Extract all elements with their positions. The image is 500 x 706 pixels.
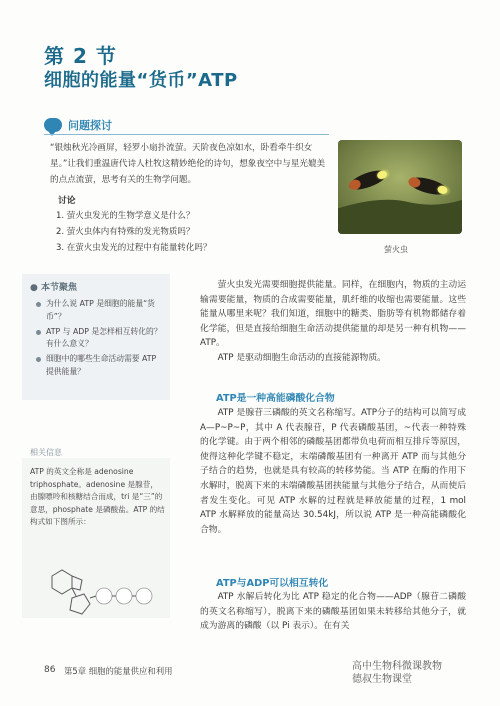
- question-item: 3. 在萤火虫发光的过程中有能量转化吗？: [56, 243, 212, 253]
- watermark: [352, 660, 442, 686]
- focus-item: 为什么说 ATP 是细胞的能量“货币”？: [36, 298, 164, 324]
- paragraph: ATP 是腺苷三磷酸的英文名称缩写。ATP分子的结构可以简写成 A—P~P~P，其中 A 代表腺苷，P 代表磷酸基团，~代表一种特殊的化学键。由于两个相邻的磷酸基团都带负电荷而相互排斥等原因，使得这种化学键不稳定，末端磷酸基团有一种离开 ATP 而与其他分子结合的趋势，也就是具有较高的转移势能。当 ATP 在酶的作用下水解时，脱离下来的末端磷酸基团挟能量与其他分子结合，从而使后者发生变化。可见 ATP 水解的过程就是释放能量的过程，1 mol ATP 水解释放的能量高达 30.54kJ，所以说 ATP 是一种高能磷酸化合物。: [200, 408, 466, 535]
- main-body-2: [200, 406, 466, 537]
- focus-item: 细胞中的哪些生命活动需要 ATP 提供能量？: [36, 353, 164, 379]
- discussion-divider: [44, 134, 329, 135]
- discussion-intro: “银烛秋光冷画屏，轻罗小扇扑流萤。天阶夜色凉如水，卧看牵牛织女星。”让我们重温唐代诗人杜牧这精妙绝伦的诗句，想象夜空中与星光媲美的点点流萤，思考有关的生物学问题。: [50, 143, 326, 185]
- chapter-footer: 第5章 细胞的能量供应和利用: [64, 666, 173, 676]
- atp-structure-diagram: [44, 566, 164, 620]
- info-text: ATP 的英文全称是 adenosine triphosphate。adenosine 是腺苷，由腺嘌呤和核糖结合而成，tri 是“三”的意思，phosphate 是磷酸盐。ATP 的结构式如下图所示：: [30, 467, 165, 526]
- photo-caption: 萤火虫: [384, 245, 408, 254]
- firefly-photo: [338, 140, 462, 234]
- question-item: 1. 萤火虫发光的生物学意义是什么？: [56, 211, 195, 221]
- watermark-line: 德叔生物课堂: [352, 674, 412, 685]
- paragraph: ATP 水解后转化为比 ATP 稳定的化合物——ADP（腺苷二磷酸的英文名称缩写），脱离下来的磷酸基团如果未转移给其他分子，就成为游离的磷酸（以 Pi 表示）。在有关: [200, 592, 466, 632]
- info-heading: 相关信息: [30, 448, 62, 457]
- paragraph: ATP 是驱动细胞生命活动的直接能源物质。: [217, 352, 386, 363]
- focus-list: [36, 298, 164, 381]
- speech-bubble-icon: [44, 118, 62, 132]
- page-number: 86: [44, 665, 56, 675]
- section-number: 第 2 节: [44, 44, 117, 68]
- focus-heading: ● 本节聚焦: [30, 283, 78, 293]
- question-item: 2. 萤火虫体内有特殊的发光物质吗？: [56, 227, 195, 237]
- focus-item: ATP 与 ADP 是怎样相互转化的？有什么意义？: [36, 326, 164, 352]
- discussion-label: 讨论: [58, 196, 76, 206]
- page-title: 细胞的能量“货币”ATP: [44, 70, 238, 91]
- main-body: [200, 278, 466, 366]
- watermark-line: 高中生物科微课教物: [352, 661, 442, 672]
- paragraph: 萤火虫发光需要细胞提供能量。同样，在细胞内，物质的主动运输需要能量，物质的合成需要能量，肌纤维的收缩也需要能量。这些能量从哪里来呢？我们知道，细胞中的糖类、脂肪等有机物都储存着化学能，但是直接给细胞生命活动提供能量的却是另一种有机物——ATP。: [200, 280, 466, 349]
- discussion-heading: 问题探讨: [68, 119, 112, 132]
- discussion-questions: [56, 208, 326, 256]
- bullet-icon: ●: [30, 283, 41, 293]
- section-heading: ATP与ADP可以相互转化: [216, 578, 329, 589]
- section-heading: ATP是一种高能磷酸化合物: [216, 393, 335, 404]
- main-body-3: [200, 590, 466, 634]
